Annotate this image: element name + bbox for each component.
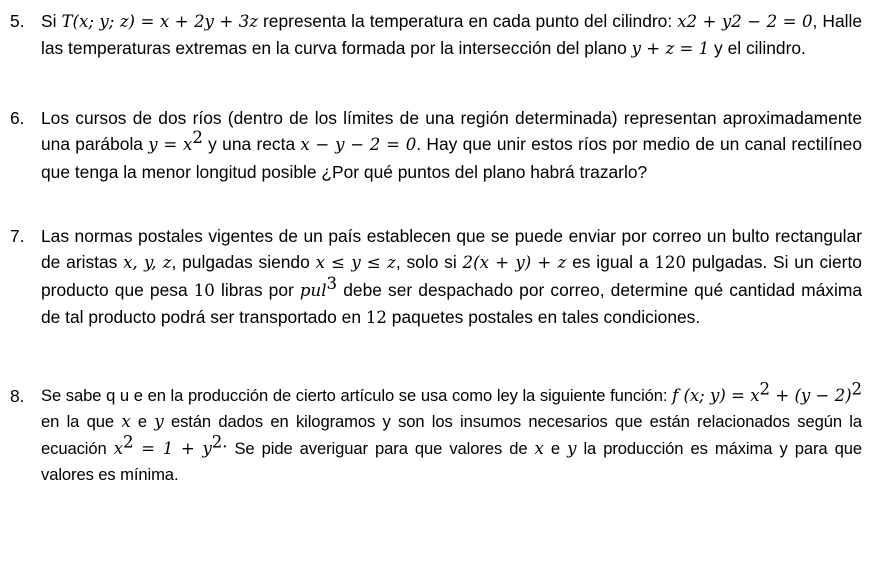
text-run: Los cursos de dos ríos (dentro de los límites de una región determinada) representan aproximadamente una parábola xyxy=(41,108,862,155)
math-plane-equation: y + z = 1 xyxy=(631,39,710,59)
problem-text xyxy=(41,223,862,331)
math-constraint: = 1 + y xyxy=(133,438,212,458)
problem-7 xyxy=(10,223,862,331)
problem-6 xyxy=(10,105,862,185)
math-exponent: 2 xyxy=(192,128,203,148)
math-variable: y xyxy=(567,438,577,458)
math-edges: x, y, z xyxy=(123,253,172,273)
math-exponent: 2 xyxy=(759,379,770,399)
problem-text xyxy=(41,8,862,63)
math-temperature-function: T(x; y; z) = x + 2y + 3z xyxy=(61,12,259,31)
problem-5 xyxy=(10,8,862,63)
math-number: 12 xyxy=(365,307,387,327)
math-girth-expression: 2(x + y) + z xyxy=(462,253,567,273)
text-run: libras por xyxy=(214,279,300,300)
problem-8 xyxy=(10,379,863,488)
math-variable: y xyxy=(154,412,164,432)
text-run: debe ser despachado por correo, determine qué cantidad máxima de tal producto podrá ser transportado en xyxy=(41,279,862,327)
text-run: Si xyxy=(41,11,62,31)
problem-number: 5. xyxy=(10,11,25,31)
math-exponent: 3 xyxy=(326,273,338,293)
text-run: , solo si xyxy=(395,252,463,273)
text-run: paquetes postales en tales condiciones. xyxy=(386,306,701,327)
text-run: , pulgadas siendo xyxy=(171,252,316,273)
math-constraint: x xyxy=(113,438,123,458)
text-run: representa la temperatura en cada punto del cilindro: xyxy=(258,11,678,31)
problem-number: 6. xyxy=(10,108,25,128)
math-exponent: 2 xyxy=(122,432,134,452)
math-number: 120 xyxy=(654,253,687,273)
math-inequality: x ≤ y ≤ z xyxy=(315,253,396,273)
math-production-function: f (x; y) = x xyxy=(672,386,760,405)
math-line-equation: x − y − 2 = 0 xyxy=(300,135,417,155)
text-run: están dados en kilogramos y son los insumos necesarios que están relacionados según la ecuación xyxy=(41,412,863,458)
text-run: . Hay que unir estos ríos por medio de un canal rectilíneo que tenga la menor longitud posible ¿Por qué puntos del plano habrá trazarlo? xyxy=(41,134,862,182)
math-parabola: y = x xyxy=(148,135,193,155)
math-unit: pul xyxy=(299,280,327,300)
math-number: 10 xyxy=(193,280,215,300)
text-run: la producción es máxima y para que valores es mínima. xyxy=(41,438,862,484)
text-run: Se pide averiguar para que valores de xyxy=(227,438,535,458)
text-run: , Halle las temperaturas extremas en la curva formada por la intersección del plano xyxy=(41,11,863,59)
text-run: y el cilindro. xyxy=(709,38,806,59)
math-production-function: + (y − 2) xyxy=(769,386,852,405)
problem-text xyxy=(41,379,863,488)
text-run: en la que xyxy=(41,412,122,432)
math-variable: x xyxy=(121,412,131,432)
problem-number: 7. xyxy=(10,226,25,246)
math-exponent: 2. xyxy=(211,432,228,452)
math-cylinder-equation: x2 + y2 − 2 = 0 xyxy=(677,12,813,31)
math-exponent: 2 xyxy=(851,379,862,399)
text-run: pulgadas. Si un cierto producto que pesa xyxy=(41,252,862,300)
problem-text xyxy=(41,105,862,185)
text-run: e xyxy=(130,412,155,432)
text-run: es igual a xyxy=(566,252,655,273)
text-run: e xyxy=(543,438,568,458)
text-run: Las normas postales vigentes de un país establecen que se puede enviar por correo un bulto rectangular de aristas xyxy=(41,226,862,273)
problem-number: 8. xyxy=(10,386,25,406)
math-variable: x xyxy=(534,438,544,458)
text-run: Se sabe q u e en la producción de cierto artículo se usa como ley la siguiente función: xyxy=(41,386,673,405)
text-run: y una recta xyxy=(202,134,301,155)
